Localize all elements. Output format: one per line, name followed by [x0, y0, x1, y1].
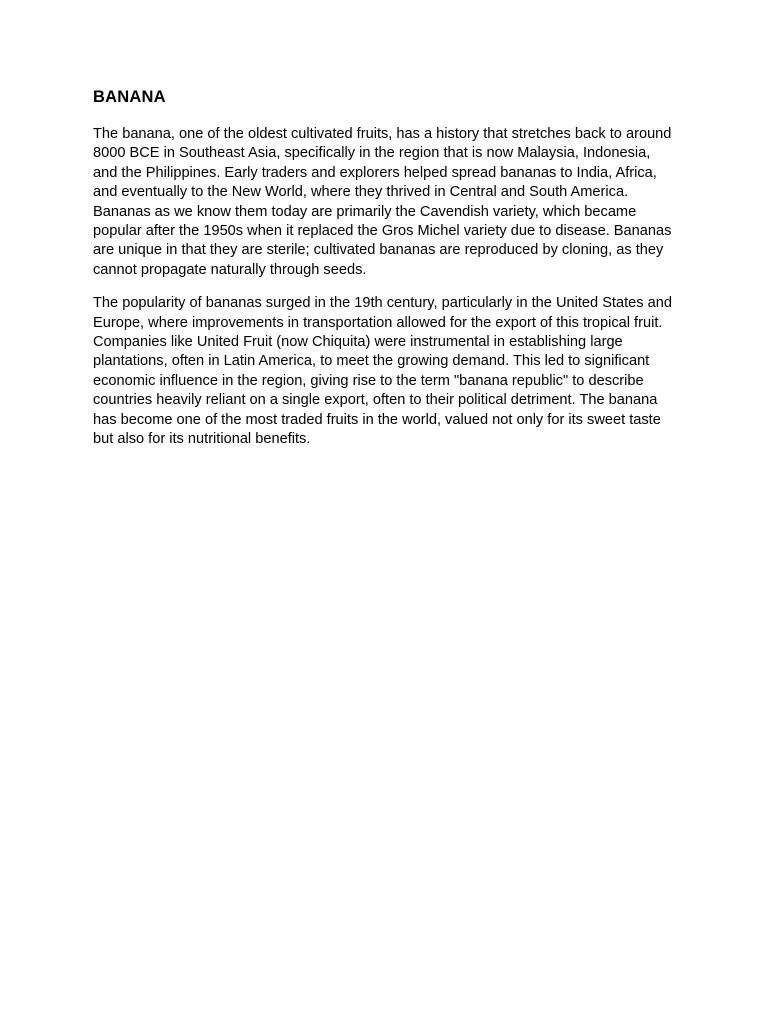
document-title: BANANA: [93, 88, 166, 106]
paragraph-popularity: The popularity of bananas surged in the 19th century, particularly in the United States and Europe, where improvements in transportation allowed for the export of this tropical fruit. Companies like United Fruit (now Chiquita) were instrumental in establishing large plantations, often in Latin America, to meet the growing demand. This led to significant economic influence in the region, giving rise to the term "banana republic" to describe countries heavily reliant on a single export, often to their political detriment. The banana has become one of the most traded fruits in the world, valued not only for its sweet taste but also for its nutritional benefits.: [93, 295, 672, 448]
document-body: [93, 86, 673, 464]
paragraph-history: The banana, one of the oldest cultivated fruits, has a history that stretches back to around 8000 BCE in Southeast Asia, specifically in the region that is now Malaysia, Indonesia, and the Philippines. Early traders and explorers helped spread bananas to India, Africa, and eventually to the New World, where they thrived in Central and South America. Bananas as we know them today are primarily the Cavendish variety, which became popular after the 1950s when it replaced the Gros Michel variety due to disease. Bananas are unique in that they are sterile; cultivated bananas are reproduced by cloning, as they cannot propagate naturally through seeds.: [93, 126, 672, 278]
